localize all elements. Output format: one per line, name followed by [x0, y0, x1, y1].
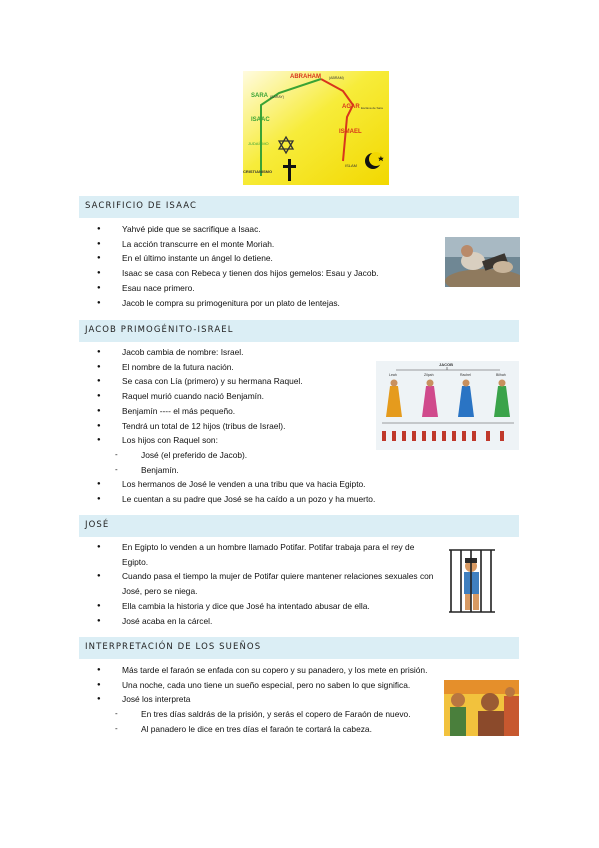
list-item: ● José los interpreta — [96, 692, 496, 707]
agar-note: Esclava de Sara — [361, 106, 383, 110]
section-title: JOSÉ — [85, 520, 110, 530]
isaac-sacrifice-photo — [445, 237, 520, 287]
isaac-label: ISAAC — [251, 117, 270, 123]
sub-list-item: - Al panadero le dice en tres días el faraón te cortará la cabeza. — [96, 722, 496, 737]
wife-label: Rachel — [460, 373, 471, 377]
wife-label: Bilhah — [496, 373, 506, 377]
section-title: JACOB PRIMOGÉNITO-ISRAEL — [85, 325, 234, 335]
list-item: ● Los hermanos de José le venden a una tribu que va hacia Egipto. — [96, 477, 396, 492]
jose-jail-illustration — [447, 548, 497, 614]
jacob-list — [96, 345, 396, 507]
dreams-illustration — [444, 680, 519, 736]
section-title: INTERPRETACIÓN DE LOS SUEÑOS — [85, 642, 262, 652]
abraham-label: ABRAHAM — [290, 74, 321, 80]
list-item: ● Los hijos con Raquel son: — [96, 433, 396, 448]
wife-label: Zilpah — [424, 373, 434, 377]
list-item: ● En Egipto lo venden a un hombre llamado Potifar. Potifar trabaja para el rey de Egipto. — [96, 540, 438, 569]
sacrificio-list — [96, 222, 436, 310]
cristianismo-label: CRISTIANISMO — [243, 169, 273, 174]
abraham-family-diagram — [243, 71, 389, 185]
list-item: ● Una noche, cada uno tiene un sueño especial, pero no saben lo que significa. — [96, 678, 422, 693]
list-item: ● Jacob le compra su primogenitura por un plato de lentejas. — [96, 296, 436, 311]
list-item: ● Esau nace primero. — [96, 281, 436, 296]
list-item: ● El nombre de la futura nación. — [96, 360, 396, 375]
sub-list-item: - Benjamín. — [96, 463, 396, 478]
judaismo-label: JUDAÍSMO — [248, 141, 269, 146]
list-item: ● La acción transcurre en el monte Moriah. — [96, 237, 436, 252]
chart-title: JACOB — [439, 362, 454, 367]
section-header-jacob — [79, 320, 519, 342]
list-item: ● Se casa con Lía (primero) y su hermana Raquel. — [96, 374, 396, 389]
sub-list-item: - José (el preferido de Jacob). — [96, 448, 396, 463]
list-item: ● Benjamín ---- el más pequeño. — [96, 404, 396, 419]
section-title: SACRIFICIO DE ISAAC — [85, 201, 198, 211]
list-item: ● En el último instante un ángel lo detiene. — [96, 251, 436, 266]
jose-list — [96, 540, 438, 628]
diagram-svg — [243, 71, 389, 185]
sub-list-item: - En tres días saldrás de la prisión, y serás el copero de Faraón de nuevo. — [96, 707, 496, 722]
list-item: ● Le cuentan a su padre que José se ha caído a un pozo y ha muerto. — [96, 492, 396, 507]
list-item: ● Tendrá un total de 12 hijos (tribus de Israel). — [96, 419, 396, 434]
section-header-suenos — [79, 637, 519, 659]
wife-label: Leah — [389, 373, 397, 377]
list-item: ● Jacob cambia de nombre: Israel. — [96, 345, 396, 360]
list-item: ● José acaba en la cárcel. — [96, 614, 438, 629]
suenos-list — [96, 663, 496, 737]
section-header-sacrificio — [79, 196, 519, 218]
sara-label: SARA — [251, 93, 269, 99]
agar-label: AGAR — [342, 104, 360, 110]
list-item: ● Cuando pasa el tiempo la mujer de Potifar quiere mantener relaciones sexuales con José, pero se niega. — [96, 569, 438, 598]
abraham-note: (ABRAM) — [329, 76, 344, 80]
list-item: ● Raquel murió cuando nació Benjamín. — [96, 389, 396, 404]
list-item: ● Isaac se casa con Rebeca y tienen dos hijos gemelos: Esau y Jacob. — [96, 266, 436, 281]
jacob-family-chart — [376, 361, 519, 450]
list-item: ● Ella cambia la historia y dice que José ha intentado abusar de ella. — [96, 599, 438, 614]
ismael-label: ISMAEL — [339, 129, 362, 135]
section-header-jose — [79, 515, 519, 537]
list-item: ● Yahvé pide que se sacrifique a Isaac. — [96, 222, 436, 237]
islam-label: ISLAM — [345, 163, 358, 168]
list-item: ● Más tarde el faraón se enfada con su copero y su panadero, y los mete en prisión. — [96, 663, 496, 678]
sara-note: (SARAY) — [270, 95, 284, 99]
